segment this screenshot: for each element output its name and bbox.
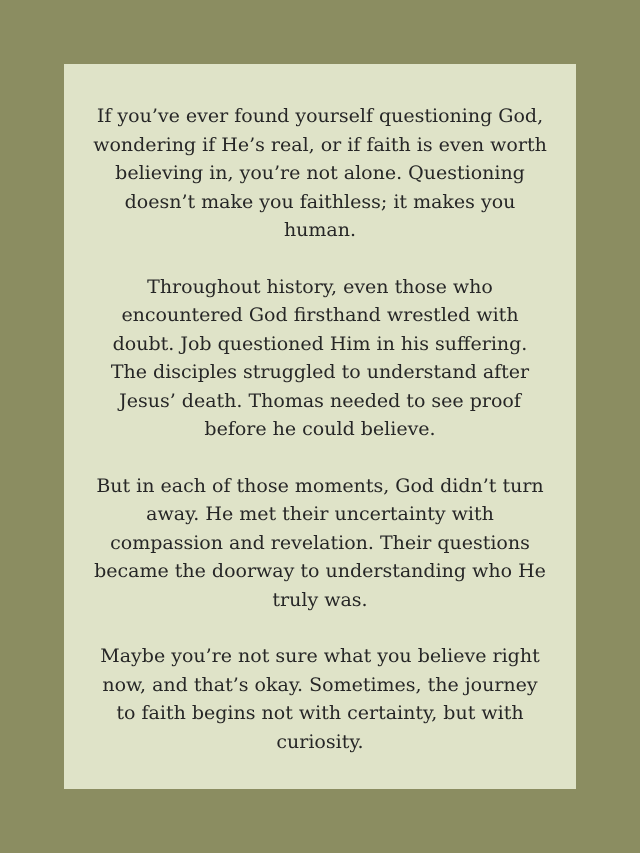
paragraph-history: Throughout history, even those who encountered God firsthand wrestled with doubt. Job questioned Him in his suffering. The disciples struggled to understand after Jesus’ death. Thomas needed to see proof before he could believe. [110,275,530,440]
paragraph-questioning: If you’ve ever found yourself questioning God, wondering if He’s real, or if faith is even worth believing in, you’re not alone. Questioning doesn’t make you faithless; it makes you human. [93,105,547,241]
paragraph-curiosity: Maybe you’re not sure what you believe right now, and that’s okay. Sometimes, the journey to faith begins not with certainty, but with curiosity. [100,645,540,753]
paragraph-moments: But in each of those moments, God didn’t turn away. He met their uncertainty with compassion and revelation. Their questions became the doorway to understanding who He truly was. [94,474,546,611]
text-card [64,64,576,789]
